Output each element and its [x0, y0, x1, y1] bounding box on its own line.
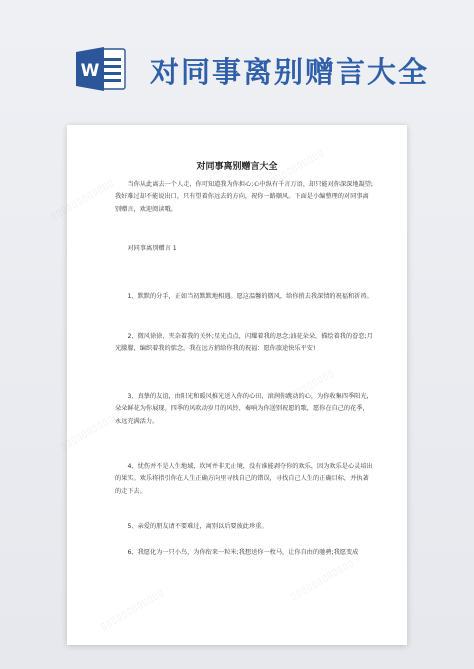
- paragraph-3: 3、真挚的友谊，由阳光和暖风推光送入你的心田，滚润你跳动的心，为你收集四季阳光，朵朵鲜花为你展现。四季的风吹动岁月的风铃，奏响为你送别祝愿的歌，愿你在自己的花季，永远充满活力。: [115, 393, 373, 425]
- watermark: ▯▯▯▯▯▯▯▯▯▯▯▯: [99, 587, 167, 633]
- header-banner: [0, 0, 474, 110]
- logo-letter: W: [80, 61, 100, 81]
- document-page: [49, 125, 407, 645]
- watermark: ▯▯▯▯▯▯▯▯▯▯▯▯: [289, 557, 357, 603]
- document-title: 对同事离别赠言大全: [196, 162, 278, 172]
- watermark: ▯▯▯▯▯▯▯▯▯▯▯▯: [59, 407, 127, 453]
- watermark: ▯▯▯▯▯▯▯▯▯▯▯▯: [49, 177, 117, 223]
- watermark: ▯▯▯▯▯▯▯▯▯▯▯▯: [269, 367, 337, 413]
- word-document-icon: [76, 46, 126, 92]
- hero-title: 对同事离别赠言大全: [150, 55, 430, 89]
- paragraph-6: 6、我愿化为一只小鸟，为你衔来一粒米;我想送你一枚马，让你自由的驰骋;我愿变成: [127, 549, 359, 556]
- paragraph-1: 1、默默的分手，正如当初默默地相遇。愿这温馨的微风，给你捎去我深情的祝福和祈祷。: [127, 293, 373, 300]
- section-heading: 对同事离别赠言 1: [127, 245, 177, 252]
- paragraph-4: 4、忧伤并不是人生地域，坎坷并非无止境，没有谁能剥夺你的欢乐，因为欢乐是心灵培出的果实。欢乐将指引你在人生正确方向里寻找自己的错误，寻找自己人生的正确目标，并执著的走下去。: [115, 463, 373, 495]
- paragraph-5: 5、亲爱的朋友请不要难过，离别以后要彼此珍重。: [127, 523, 268, 530]
- watermark: ▯▯▯▯▯▯▯▯▯▯▯▯: [259, 147, 327, 193]
- intro-paragraph: 当你从此离去一个人走，你可知道我为你担心;心中纵有千言万语，却只能对你深深地凝望;我好难过却不能说出口，只有望着你远去的方向，祝你一路顺风。下面是小编整理的对同事离别赠言，欢迎阅读哦。: [115, 181, 373, 213]
- paragraph-2: 2、微风徐徐，夹杂着我的关怀;星光点点，闪耀着我的思念;油花朵朵，描绘着我的眷恋;月光朦朦，编织着我的惦念。我在远方捎给你我的祝福：愿你旅途快乐平安!: [115, 333, 373, 353]
